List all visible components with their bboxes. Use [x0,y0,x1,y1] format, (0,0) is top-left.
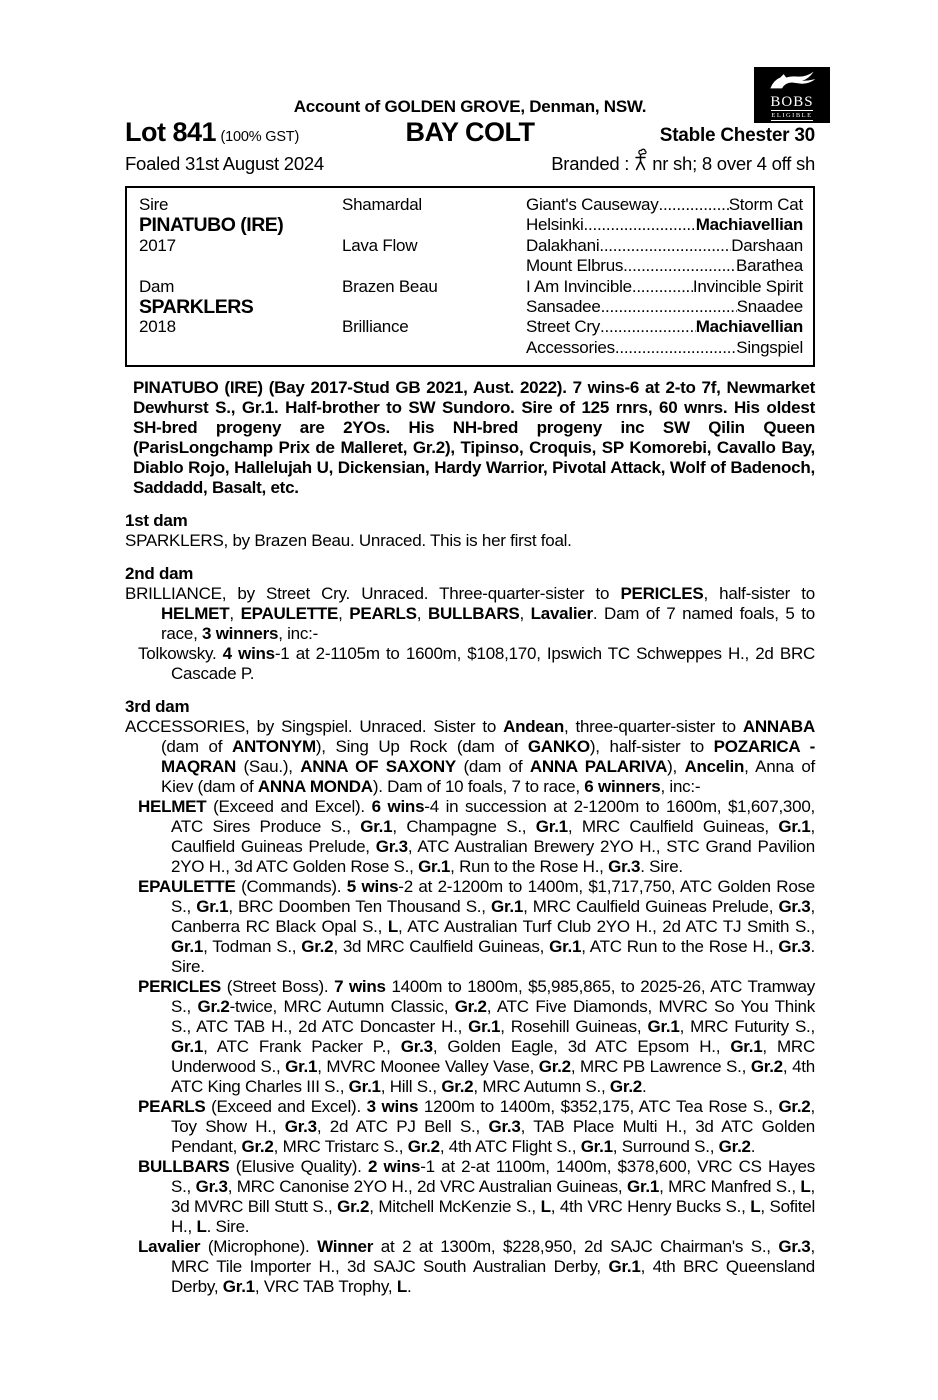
leader-dots [623,256,736,276]
progeny-record-helmet: HELMET (Exceed and Excel). 6 wins-4 in succession at 2-1200m to 1600m, $1,607,300, ATC Sires Produce S., Gr.1, Champagne S., Gr.1, MRC Caulfield Guineas, Gr.1, Caulfield Guineas Prelude, Gr.3, ATC Australian Brewery 2YO H., STC Grand Pavilion 2YO H., 3d ATC Golden Rose S., Gr.1, Run to the Rose H., Gr.3. Sire. [138,797,816,877]
gen3-row [526,277,803,297]
gen2-dam-dam: Brilliance [342,317,409,337]
gen2-sire-sire: Shamardal [342,195,422,214]
leader-dots [615,338,736,358]
gen3-sire: Mount Elbrus [526,256,624,276]
gen3-row [526,317,803,337]
dam-name: SPARKLERS [139,295,254,318]
gen3-sire: Street Cry [526,317,601,337]
gen3-row [526,256,803,276]
section-heading-1st-dam: 1st dam [125,511,188,531]
progeny-record-bullbars: BULLBARS (Elusive Quality). 2 wins-1 at 2-at 1100m, 1400m, $378,600, VRC CS Hayes S., Gr.3, MRC Canonise 2YO H., 2d VRC Australian Guineas, Gr.1, MRC Manfred S., L, 3d MVRC Bill Stutt S., Gr.2, Mitchell McKenzie S., L, 4th VRC Henry Bucks S., L, Sofitel H., L. Sire. [138,1157,816,1237]
gen3-row [526,236,803,256]
gen3-dam: Invincible Spirit [692,276,803,296]
sire-role-label: Sire [139,195,169,214]
gen3-sire: I Am Invincible [526,276,632,296]
leader-dots [599,236,731,256]
second-dam-section [125,564,815,684]
gen3-dam: Singspiel [736,337,803,357]
page-title: BAY COLT [405,117,535,147]
progeny-record-pericles: PERICLES (Street Boss). 7 wins 1400m to 1800m, $5,985,865, to 2025-26, ATC Tramway S., Gr.2-twice, MRC Autumn Classic, Gr.2, ATC Five Diamonds, MVRC So You Think S., ATC TAB H., 2d ATC Doncaster H., Gr.1, Rosehill Guineas, Gr.1, MRC Futurity S., Gr.1, ATC Frank Packer P., Gr.3, Golden Eagle, 3d ATC Epsom H., Gr.1, MRC Underwood S., Gr.1, MVRC Moonee Valley Vase, Gr.2, MRC PB Lawrence S., Gr.2, 4th ATC King Charles III S., Gr.1, Hill S., Gr.2, MRC Autumn S., Gr.2. [138,977,816,1097]
gst-note: (100% GST) [220,129,300,145]
stud-brand-icon [633,148,648,175]
gen3-row [526,215,803,235]
progeny-record-pearls: PEARLS (Exceed and Excel). 3 wins 1200m to 1400m, $352,175, ATC Tea Rose S., Gr.2, Toy Show H., Gr.3, 2d ATC PJ Bell S., Gr.3, TAB Place Multi H., 3d ATC Golden Pendant, Gr.2, MRC Tristarc S., Gr.2, 4th ATC Flight S., Gr.1, Surround S., Gr.2. [138,1097,816,1157]
gen3-dam: Storm Cat [728,195,803,214]
stable-location: Stable Chester 30 [659,125,815,146]
account-line: Account of GOLDEN GROVE, Denman, NSW. [293,97,647,116]
first-dam-section [125,511,815,551]
gen3-sire: Helsinki [526,215,584,235]
branded-info [551,150,815,177]
gen3-dam: Snaadee [736,296,803,316]
branded-detail: nr sh; 8 over 4 off sh [652,152,815,174]
progeny-record-lavalier: Lavalier (Microphone). Winner at 2 at 1300m, $228,950, 2d SAJC Chairman's S., Gr.3, MRC Tile Importer H., 3d SAJC South Australian Derby, Gr.1, 4th BRC Queensland Derby, Gr.1, VRC TAB Trophy, L. [138,1237,815,1297]
bobs-logo-text: BOBS [770,93,814,110]
progeny-record-epaulette: EPAULETTE (Commands). 5 wins-2 at 2-1200m to 1400m, $1,717,750, ATC Golden Rose S., Gr.1, BRC Doomben Ten Thousand S., Gr.1, MRC Caulfield Guineas Prelude, Gr.3, Canberra RC Black Opal S., L, ATC Australian Turf Club 2YO H., 2d ATC TJ Smith S., Gr.1, Todman S., Gr.2, 3d MRC Caulfield Guineas, Gr.1, ATC Run to the Rose H., Gr.3. Sire. [138,877,816,977]
section-heading-3rd-dam: 3rd dam [125,697,190,717]
gen3-sire: Accessories [526,337,615,357]
gen3-dam: Machiavellian [695,317,803,337]
page-content [125,0,815,1297]
branded-label: Branded : [551,152,630,174]
gen3-sire: Sansadee [526,296,601,316]
gen3-row [526,297,803,317]
sire-name: PINATUBO (IRE) [139,214,284,237]
dam-record: BRILLIANCE, by Street Cry. Unraced. Three-quarter-sister to PERICLES, half-sister to HELMET, EPAULETTE, PEARLS, BULLBARS, Lavalier. Dam of 7 named foals, 5 to race, 3 winners, inc:- [125,584,815,644]
leader-dots [658,195,728,215]
gen3-sire: Giant's Causeway [526,195,659,214]
gen3-row [526,338,803,358]
third-dam-section [125,697,815,1297]
leader-dots [600,317,696,337]
gen2-dam-sire: Brazen Beau [342,276,438,296]
dam-record: ACCESSORIES, by Singspiel. Unraced. Sister to Andean, three-quarter-sister to ANNABA (dam of ANTONYM), Sing Up Rock (dam of GANKO), half-sister to POZARICA - MAQRAN (Sau.), ANNA OF SAXONY (dam of ANNA PALARIVA), Ancelin, Anna of Kiev (dam of ANNA MONDA). Dam of 10 foals, 7 to race, 6 winners, inc:- [125,717,816,797]
gen3-row [526,195,803,215]
dam-record: SPARKLERS, by Brazen Beau. Unraced. This is her first foal. [125,531,572,551]
gen3-dam: Barathea [736,256,803,276]
foaled-date: Foaled 31st August 2024 [125,152,324,174]
leader-dots [584,215,696,235]
leader-dots [601,297,737,317]
progeny-record: Tolkowsky. 4 wins-1 at 2-1105m to 1600m, $108,170, Ipswich TC Schweppes H., 2d BRC Cascade P. [138,644,816,684]
gen2-sire-dam: Lava Flow [342,235,418,255]
dam-role-label: Dam [139,276,175,296]
gen3-sire: Dalakhani [526,235,600,255]
lot-label: Lot 841 [125,117,217,147]
sire-summary: PINATUBO (IRE) (Bay 2017-Stud GB 2021, Aust. 2022). 7 wins-6 at 2-to 7f, Newmarket Dewhurst S., Gr.1. Half-brother to SW Sundoro. Sire of 125 rnrs, 60 wnrs. His oldest SH-bred progeny are 2YOs. His NH-bred progeny inc SW Qilin Queen (ParisLongchamp Prix de Malleret, Gr.2), Tipinso, Croquis, SP Komorebi, Cavallo Bay, Diablo Rojo, Hallelujah U, Dickensian, Hardy Warrior, Pivotal Attack, Wolf of Badenoch, Saddadd, Basalt, etc. [133,378,815,498]
leader-dots [632,277,693,297]
pedigree-table [125,186,815,367]
bobs-logo-subtext: ELIGIBLE [771,111,813,119]
dam-year: 2018 [139,317,176,337]
gen3-dam: Darshaan [731,235,803,255]
foaled-row [125,150,815,177]
lot-row [125,117,815,147]
section-heading-2nd-dam: 2nd dam [125,564,194,584]
sire-year: 2017 [139,235,176,255]
gen3-dam: Machiavellian [695,215,803,235]
lot-number [125,117,405,147]
